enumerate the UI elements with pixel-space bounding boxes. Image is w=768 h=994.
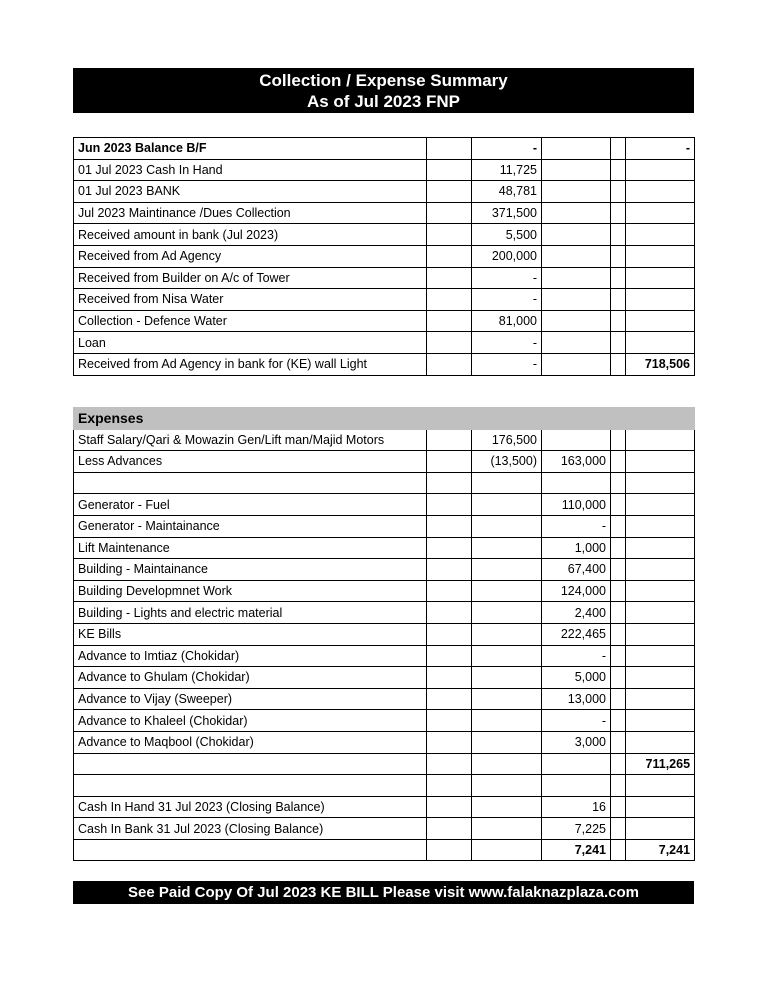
spacer-cell bbox=[611, 332, 626, 354]
spacer-cell bbox=[611, 472, 626, 494]
amount-cell bbox=[472, 796, 542, 818]
expense-row bbox=[74, 494, 695, 516]
spacer-cell bbox=[427, 667, 472, 689]
amount-cell bbox=[472, 580, 542, 602]
spacer-cell bbox=[611, 839, 626, 861]
amount-cell bbox=[472, 667, 542, 689]
spacer-cell bbox=[427, 839, 472, 861]
subtotal-cell bbox=[542, 224, 611, 246]
row-label: Loan bbox=[74, 332, 427, 354]
subtotal-cell bbox=[542, 159, 611, 181]
spacer-cell bbox=[611, 353, 626, 375]
row-label: Received amount in bank (Jul 2023) bbox=[74, 224, 427, 246]
amount-cell bbox=[472, 753, 542, 775]
spacer-cell bbox=[427, 138, 472, 160]
total-cell bbox=[626, 202, 695, 224]
expenses-heading: Expenses bbox=[74, 408, 695, 430]
amount-cell: 48,781 bbox=[472, 181, 542, 203]
total-cell bbox=[626, 267, 695, 289]
subtotal-cell bbox=[542, 429, 611, 451]
amount-cell bbox=[472, 515, 542, 537]
spacer-cell bbox=[427, 710, 472, 732]
spacer-cell bbox=[427, 202, 472, 224]
subtotal-cell bbox=[542, 753, 611, 775]
row-label: Received from Ad Agency in bank for (KE) wall Light bbox=[74, 353, 427, 375]
expense-row bbox=[74, 645, 695, 667]
row-label: Received from Builder on A/c of Tower bbox=[74, 267, 427, 289]
amount-cell: - bbox=[472, 353, 542, 375]
total-cell bbox=[626, 332, 695, 354]
subtotal-cell: - bbox=[542, 515, 611, 537]
spacer-cell bbox=[611, 710, 626, 732]
subtotal-cell: 1,000 bbox=[542, 537, 611, 559]
amount-cell bbox=[472, 645, 542, 667]
spacer-cell bbox=[427, 429, 472, 451]
collection-row bbox=[74, 202, 695, 224]
row-label: Advance to Imtiaz (Chokidar) bbox=[74, 645, 427, 667]
spacer-cell bbox=[427, 332, 472, 354]
expense-row bbox=[74, 602, 695, 624]
spacer-cell bbox=[611, 451, 626, 473]
expense-row bbox=[74, 515, 695, 537]
row-label: Advance to Vijay (Sweeper) bbox=[74, 688, 427, 710]
spacer-cell bbox=[427, 159, 472, 181]
expense-row bbox=[74, 472, 695, 494]
row-label: Lift Maintenance bbox=[74, 537, 427, 559]
spacer-cell bbox=[427, 224, 472, 246]
spacer-cell bbox=[611, 202, 626, 224]
spacer-cell bbox=[611, 267, 626, 289]
expense-row bbox=[74, 775, 695, 797]
spacer-cell bbox=[427, 559, 472, 581]
expense-row bbox=[74, 796, 695, 818]
total-cell bbox=[626, 602, 695, 624]
amount-cell bbox=[472, 839, 542, 861]
subtotal-cell: 222,465 bbox=[542, 623, 611, 645]
amount-cell: 371,500 bbox=[472, 202, 542, 224]
expense-row bbox=[74, 753, 695, 775]
collection-row bbox=[74, 159, 695, 181]
row-label: Cash In Hand 31 Jul 2023 (Closing Balance) bbox=[74, 796, 427, 818]
amount-cell bbox=[472, 818, 542, 840]
spacer-cell bbox=[611, 159, 626, 181]
collection-row bbox=[74, 224, 695, 246]
spacer-cell bbox=[427, 623, 472, 645]
subtotal-cell: 163,000 bbox=[542, 451, 611, 473]
expense-row bbox=[74, 818, 695, 840]
total-cell bbox=[626, 245, 695, 267]
total-cell bbox=[626, 310, 695, 332]
expense-row bbox=[74, 580, 695, 602]
total-cell bbox=[626, 645, 695, 667]
spacer-cell bbox=[611, 224, 626, 246]
row-label: Collection - Defence Water bbox=[74, 310, 427, 332]
subtotal-cell bbox=[542, 245, 611, 267]
expense-row bbox=[74, 688, 695, 710]
row-label bbox=[74, 775, 427, 797]
subtotal-cell bbox=[542, 181, 611, 203]
row-label: Building - Maintainance bbox=[74, 559, 427, 581]
spacer-cell bbox=[427, 537, 472, 559]
spacer-cell bbox=[427, 753, 472, 775]
amount-cell: - bbox=[472, 267, 542, 289]
total-cell: 7,241 bbox=[626, 839, 695, 861]
row-label: Staff Salary/Qari & Mowazin Gen/Lift man/Majid Motors bbox=[74, 429, 427, 451]
amount-cell bbox=[472, 710, 542, 732]
spacer-cell bbox=[611, 667, 626, 689]
row-label: 01 Jul 2023 BANK bbox=[74, 181, 427, 203]
collection-row bbox=[74, 245, 695, 267]
row-label: Jun 2023 Balance B/F bbox=[74, 138, 427, 160]
row-label: Received from Ad Agency bbox=[74, 245, 427, 267]
amount-cell: - bbox=[472, 289, 542, 311]
report-header bbox=[73, 68, 694, 113]
spacer-cell bbox=[611, 688, 626, 710]
spacer-cell bbox=[611, 580, 626, 602]
row-label: Generator - Maintainance bbox=[74, 515, 427, 537]
collection-row bbox=[74, 310, 695, 332]
amount-cell bbox=[472, 688, 542, 710]
spacer-cell bbox=[427, 245, 472, 267]
row-label: Advance to Maqbool (Chokidar) bbox=[74, 731, 427, 753]
spacer-cell bbox=[427, 818, 472, 840]
row-label: Received from Nisa Water bbox=[74, 289, 427, 311]
total-cell bbox=[626, 537, 695, 559]
collection-row bbox=[74, 332, 695, 354]
spacer-cell bbox=[427, 310, 472, 332]
amount-cell bbox=[472, 731, 542, 753]
total-cell bbox=[626, 289, 695, 311]
subtotal-cell: - bbox=[542, 645, 611, 667]
total-cell bbox=[626, 710, 695, 732]
subtotal-cell bbox=[542, 775, 611, 797]
total-cell bbox=[626, 559, 695, 581]
amount-cell: 11,725 bbox=[472, 159, 542, 181]
total-cell: - bbox=[626, 138, 695, 160]
spacer-cell bbox=[427, 181, 472, 203]
spacer-cell bbox=[427, 796, 472, 818]
amount-cell: 176,500 bbox=[472, 429, 542, 451]
row-label bbox=[74, 472, 427, 494]
collection-row bbox=[74, 181, 695, 203]
subtotal-cell: 7,225 bbox=[542, 818, 611, 840]
expense-row bbox=[74, 667, 695, 689]
total-cell bbox=[626, 623, 695, 645]
expense-row bbox=[74, 451, 695, 473]
total-cell: 711,265 bbox=[626, 753, 695, 775]
subtotal-cell bbox=[542, 202, 611, 224]
row-label: Advance to Khaleel (Chokidar) bbox=[74, 710, 427, 732]
spacer-cell bbox=[427, 580, 472, 602]
spacer-cell bbox=[611, 138, 626, 160]
subtotal-cell: 5,000 bbox=[542, 667, 611, 689]
collection-row bbox=[74, 267, 695, 289]
spacer-cell bbox=[611, 753, 626, 775]
spacer-cell bbox=[611, 289, 626, 311]
total-cell bbox=[626, 472, 695, 494]
total-cell bbox=[626, 451, 695, 473]
total-cell bbox=[626, 494, 695, 516]
spacer-cell bbox=[611, 310, 626, 332]
amount-cell: 200,000 bbox=[472, 245, 542, 267]
row-label: Cash In Bank 31 Jul 2023 (Closing Balance) bbox=[74, 818, 427, 840]
expense-row bbox=[74, 559, 695, 581]
expense-row bbox=[74, 731, 695, 753]
spacer-cell bbox=[427, 289, 472, 311]
spacer-cell bbox=[427, 353, 472, 375]
expense-row bbox=[74, 710, 695, 732]
spacer-cell bbox=[611, 602, 626, 624]
subtotal-cell: 110,000 bbox=[542, 494, 611, 516]
amount-cell bbox=[472, 494, 542, 516]
total-cell: 718,506 bbox=[626, 353, 695, 375]
spacer-cell bbox=[611, 645, 626, 667]
expenses-heading-row bbox=[74, 408, 695, 430]
total-cell bbox=[626, 688, 695, 710]
total-cell bbox=[626, 429, 695, 451]
spacer-cell bbox=[427, 645, 472, 667]
row-label: Jul 2023 Maintinance /Dues Collection bbox=[74, 202, 427, 224]
spacer-cell bbox=[427, 451, 472, 473]
expense-row bbox=[74, 623, 695, 645]
spacer-cell bbox=[611, 775, 626, 797]
spacer-cell bbox=[427, 267, 472, 289]
total-cell bbox=[626, 818, 695, 840]
subtotal-cell: 124,000 bbox=[542, 580, 611, 602]
subtotal-cell bbox=[542, 138, 611, 160]
total-cell bbox=[626, 515, 695, 537]
row-label: 01 Jul 2023 Cash In Hand bbox=[74, 159, 427, 181]
subtotal-cell bbox=[542, 353, 611, 375]
subtotal-cell bbox=[542, 310, 611, 332]
amount-cell bbox=[472, 472, 542, 494]
amount-cell bbox=[472, 537, 542, 559]
subtotal-cell bbox=[542, 332, 611, 354]
amount-cell: - bbox=[472, 138, 542, 160]
subtotal-cell: 67,400 bbox=[542, 559, 611, 581]
total-cell bbox=[626, 731, 695, 753]
collection-row bbox=[74, 138, 695, 160]
total-cell bbox=[626, 159, 695, 181]
expense-row bbox=[74, 537, 695, 559]
amount-cell bbox=[472, 559, 542, 581]
spacer-cell bbox=[427, 494, 472, 516]
amount-cell bbox=[472, 775, 542, 797]
spacer-cell bbox=[611, 494, 626, 516]
row-label: Less Advances bbox=[74, 451, 427, 473]
spacer-cell bbox=[611, 181, 626, 203]
total-cell bbox=[626, 667, 695, 689]
subtotal-cell: - bbox=[542, 710, 611, 732]
spacer-cell bbox=[427, 602, 472, 624]
subtotal-cell: 3,000 bbox=[542, 731, 611, 753]
footer-banner: See Paid Copy Of Jul 2023 KE BILL Please visit www.falaknazplaza.com bbox=[73, 881, 694, 904]
total-cell bbox=[626, 775, 695, 797]
row-label: Building Developmnet Work bbox=[74, 580, 427, 602]
report-title: Collection / Expense Summary bbox=[259, 70, 508, 90]
spacer-cell bbox=[611, 245, 626, 267]
total-cell bbox=[626, 580, 695, 602]
spacer-cell bbox=[427, 688, 472, 710]
row-label bbox=[74, 839, 427, 861]
amount-cell: 5,500 bbox=[472, 224, 542, 246]
subtotal-cell bbox=[542, 472, 611, 494]
report-subtitle: As of Jul 2023 FNP bbox=[306, 91, 461, 111]
subtotal-cell: 2,400 bbox=[542, 602, 611, 624]
spacer-cell bbox=[611, 429, 626, 451]
spacer-cell bbox=[611, 623, 626, 645]
expense-row bbox=[74, 429, 695, 451]
amount-cell: (13,500) bbox=[472, 451, 542, 473]
spacer-cell bbox=[427, 515, 472, 537]
spacer-cell bbox=[427, 731, 472, 753]
subtotal-cell bbox=[542, 267, 611, 289]
row-label: Advance to Ghulam (Chokidar) bbox=[74, 667, 427, 689]
subtotal-cell: 13,000 bbox=[542, 688, 611, 710]
amount-cell bbox=[472, 623, 542, 645]
spacer-cell bbox=[611, 731, 626, 753]
spacer-cell bbox=[427, 472, 472, 494]
total-cell bbox=[626, 181, 695, 203]
row-label: KE Bills bbox=[74, 623, 427, 645]
amount-cell: - bbox=[472, 332, 542, 354]
amount-cell: 81,000 bbox=[472, 310, 542, 332]
subtotal-cell: 16 bbox=[542, 796, 611, 818]
spacer-cell bbox=[611, 537, 626, 559]
collection-row bbox=[74, 353, 695, 375]
total-cell bbox=[626, 796, 695, 818]
amount-cell bbox=[472, 602, 542, 624]
row-label bbox=[74, 753, 427, 775]
spacer-cell bbox=[611, 818, 626, 840]
subtotal-cell: 7,241 bbox=[542, 839, 611, 861]
spacer-cell bbox=[427, 775, 472, 797]
collection-row bbox=[74, 289, 695, 311]
expenses-table bbox=[73, 407, 695, 861]
subtotal-cell bbox=[542, 289, 611, 311]
spacer-cell bbox=[611, 515, 626, 537]
expense-row bbox=[74, 839, 695, 861]
total-cell bbox=[626, 224, 695, 246]
spacer-cell bbox=[611, 559, 626, 581]
row-label: Building - Lights and electric material bbox=[74, 602, 427, 624]
spacer-cell bbox=[611, 796, 626, 818]
collections-table bbox=[73, 137, 695, 376]
row-label: Generator - Fuel bbox=[74, 494, 427, 516]
